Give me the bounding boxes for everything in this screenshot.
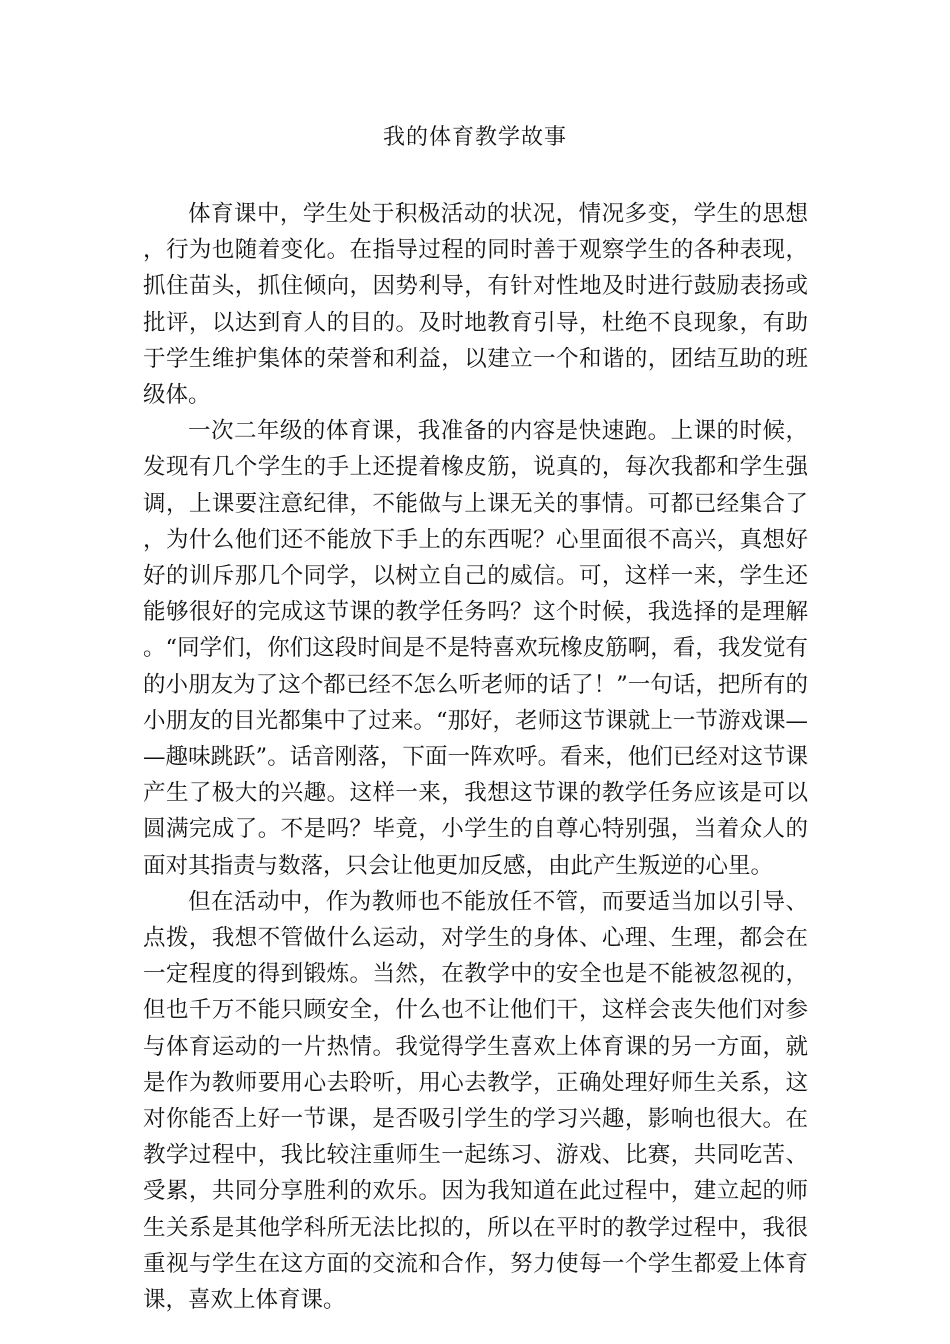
paragraph-3: 但在活动中，作为教师也不能放任不管，而要适当加以引导、点拨，我想不管做什么运动，对学生的身体、心理、生理，都会在一定程度的得到锻炼。当然，在教学中的安全也是不能被忽视的，但也千万不能只顾安全，什么也不让他们干，这样会丧失他们对参与体育运动的一片热情。我觉得学生喜欢上体育课的另一方面，就是作为教师要用心去聆听，用心去教学，正确处理好师生关系，这对你能否上好一节课，是否吸引学生的学习兴趣，影响也很大。在教学过程中，我比较注重师生一起练习、游戏、比赛，共同吃苦、受累，共同分享胜利的欢乐。因为我知道在此过程中，建立起的师生关系是其他学科所无法比拟的，所以在平时的教学过程中，我很重视与学生在这方面的交流和合作，努力使每一个学生都爱上体育课，喜欢上体育课。	[143, 888, 808, 1314]
document-title: 我的体育教学故事	[382, 125, 567, 150]
paragraph-1: 体育课中，学生处于积极活动的状况，情况多变，学生的思想，行为也随着变化。在指导过程的同时善于观察学生的各种表现，抓住苗头，抓住倾向，因势利导，有针对性地及时进行鼓励表扬或批评，以达到育人的目的。及时地教育引导，杜绝不良现象，有助于学生维护集体的荣誉和利益，以建立一个和谐的，团结互助的班级体。	[143, 201, 808, 409]
paragraph-2: 一次二年级的体育课，我准备的内容是快速跑。上课的时候，发现有几个学生的手上还提着橡皮筋，说真的，每次我都和学生强调，上课要注意纪律，不能做与上课无关的事情。可都已经集合了，为什么他们还不能放下手上的东西呢？心里面很不高兴，真想好好的训斥那几个同学，以树立自己的威信。可，这样一来，学生还能够很好的完成这节课的教学任务吗？这个时候，我选择的是理解。“同学们，你们这段时间是不是特喜欢玩橡皮筋啊，看，我发觉有的小朋友为了这个都已经不怎么听老师的话了！”一句话，把所有的小朋友的目光都集中了过来。“那好，老师这节课就上一节游戏课——趣味跳跃”。话音刚落，下面一阵欢呼。看来，他们已经对这节课产生了极大的兴趣。这样一来，我想这节课的教学任务应该是可以圆满完成了。不是吗？毕竟，小学生的自尊心特别强，当着众人的面对其指责与数落，只会让他更加反感，由此产生叛逆的心里。	[143, 418, 808, 879]
document-body	[143, 196, 808, 1318]
